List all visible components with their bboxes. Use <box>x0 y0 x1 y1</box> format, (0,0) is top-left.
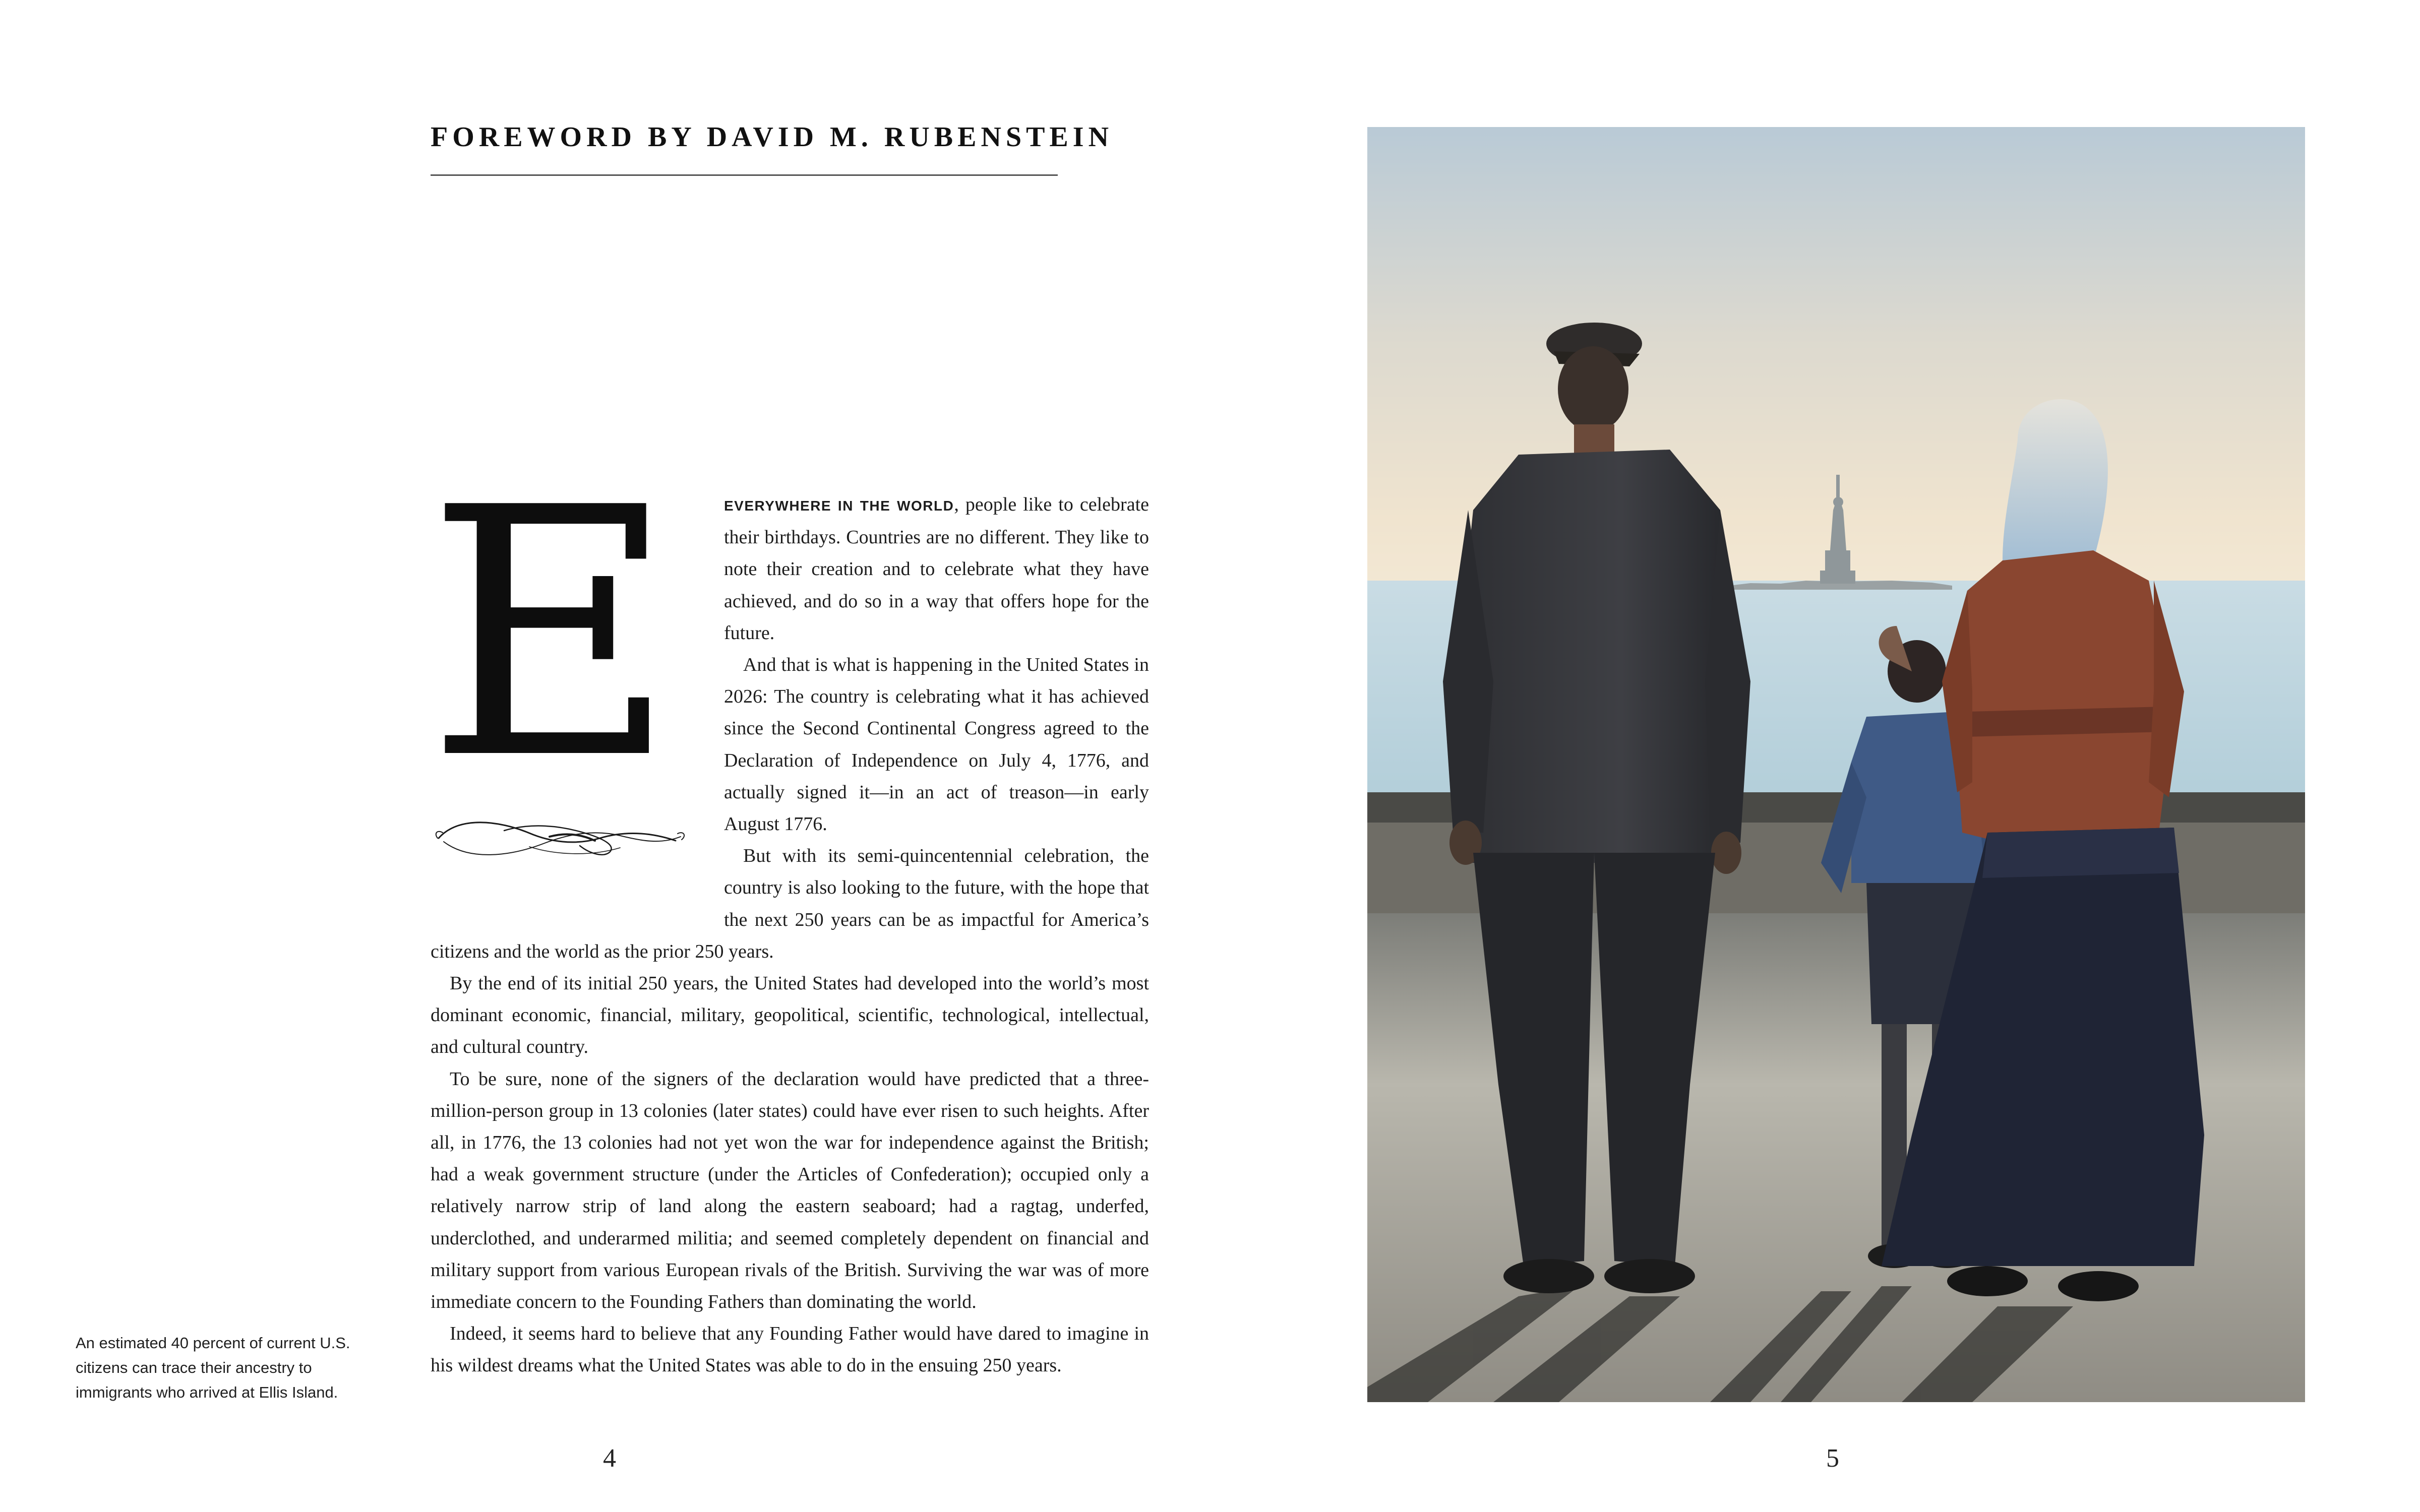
paragraph-1-text: , people like to celebrate their birthdays. Countries are no different. They like to note their creation and to celebrate what they have achieved, and do so in a way that offers hope for the future. <box>724 494 1149 644</box>
paragraph-4: By the end of its initial 250 years, the United States had developed into the world’s most dominant economic, financial, military, geopolitical, scientific, technological, intellectual, and cultural country. <box>431 973 1149 1058</box>
photo-caption: An estimated 40 percent of current U.S. citizens can trace their ancestry to immigrants who arrived at Ellis Island. <box>76 1334 350 1401</box>
paragraph-6: Indeed, it seems hard to believe that any Founding Father would have dared to imagine in his wildest dreams what the United States was able to do in the ensuing 250 years. <box>431 1323 1149 1376</box>
paragraph-3: But with its semi-quincentennial celebration, the country is also looking to the future, with the hope that the next 250 years can be as impactful for America’s citizens and the world as the prior 250 years. <box>431 845 1149 962</box>
page-number-right: 5 <box>1826 1444 1839 1473</box>
drop-cap: E <box>426 435 677 834</box>
page-number-left: 4 <box>603 1444 616 1473</box>
lead-in-text: EVERYWHERE IN THE WORLD <box>724 498 954 514</box>
ellis-island-photo <box>1367 127 2305 1402</box>
heading-rule <box>431 174 1058 176</box>
drop-cap-wrap-space <box>431 489 724 932</box>
body-text <box>431 489 1149 1382</box>
paragraph-5: To be sure, none of the signers of the declaration would have predicted that a three-million-person group in 13 colonies (later states) could have ever risen to such heights. After all, in 1776, the 13 colonies had not yet won the war for independence against the British; had a weak government structure (under the Articles of Confederation); occupied only a relatively narrow strip of land along the eastern seaboard; had a ragtag, underfed, underclothed, and underarmed militia; and seemed completely dependent on financial and military support from various European rivals of the British. Surviving the war was of more immediate concern to the Founding Fathers than dominating the world. <box>431 1068 1149 1313</box>
paragraph-2: And that is what is happening in the United States in 2026: The country is celebrating what it has achieved since the Second Continental Congress agreed to the Declaration of Independence on July 4, 1776, and actually signed it—in an act of treason—in early August 1776. <box>724 654 1149 835</box>
photo-illustration <box>1367 127 2305 1402</box>
chapter-heading: FOREWORD BY DAVID M. RUBENSTEIN <box>431 121 1114 153</box>
